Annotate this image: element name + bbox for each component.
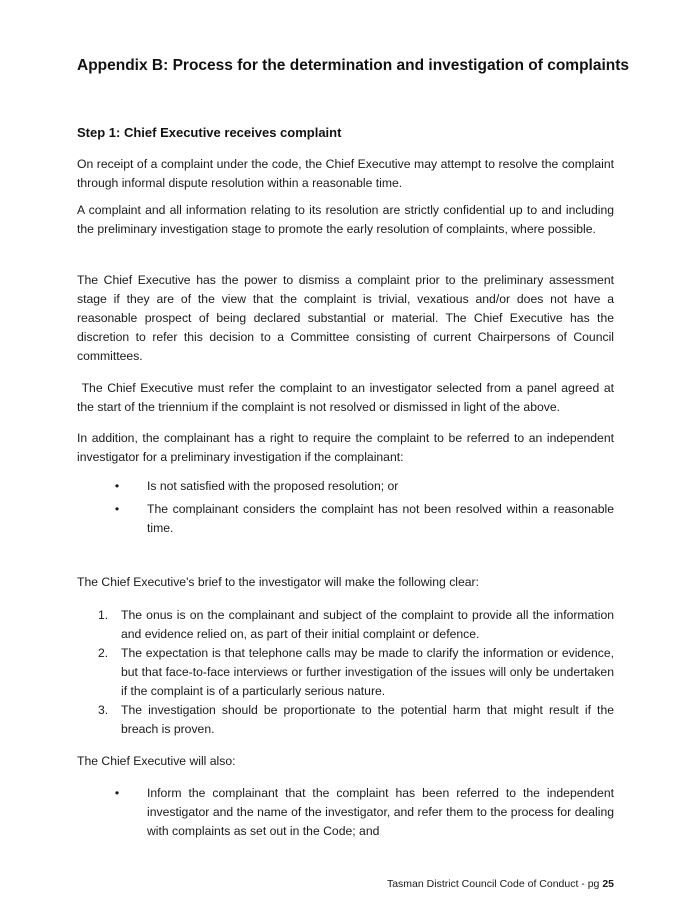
- list-item-text: Is not satisfied with the proposed resolution; or: [147, 479, 399, 493]
- paragraph-3: The Chief Executive has the power to dismiss a complaint prior to the preliminary assessment stage if they are of the view that the complaint is trivial, vexatious and/or does not have a reasonable prospect of being declared substantial or material. The Chief Executive has the discretion to refer this decision to a Committee consisting of current Chairpersons of Council committees.: [77, 273, 614, 363]
- bullet-icon: •: [114, 786, 120, 800]
- page-title: Appendix B: Process for the determination and investigation of complaints: [77, 57, 630, 74]
- paragraph-1: On receipt of a complaint under the code, the Chief Executive may attempt to resolve the complaint through informal dispute resolution within a reasonable time.: [77, 157, 614, 190]
- also-intro: The Chief Executive will also:: [77, 754, 236, 768]
- bullet-icon: •: [114, 479, 120, 493]
- numbered-item-text: The investigation should be proportionate to the potential harm that might result if the breach is proven.: [121, 703, 614, 736]
- numbered-item-text: The onus is on the complainant and subject of the complaint to provide all the information and evidence relied on, as part of their initial complaint or defence.: [121, 608, 614, 641]
- brief-intro: The Chief Executive's brief to the investigator will make the following clear:: [77, 575, 479, 589]
- paragraph-4: The Chief Executive must refer the complaint to an investigator selected from a panel agreed at the start of the triennium if the complaint is not resolved or dismissed in light of the above.: [77, 381, 618, 414]
- item-number: 3.: [98, 703, 109, 717]
- paragraph-5: In addition, the complainant has a right to require the complaint to be referred to an independent investigator for a preliminary investigation if the complainant:: [77, 431, 614, 464]
- page-footer: [387, 877, 614, 891]
- bullet-icon: •: [114, 502, 120, 516]
- item-number: 1.: [98, 608, 109, 622]
- list-item-text: Inform the complainant that the complaint has been referred to the independent investigator and the name of the investigator, and refer them to the process for dealing with complaints as set out in the Code; and: [147, 786, 614, 838]
- item-number: 2.: [98, 646, 109, 660]
- paragraph-2: A complaint and all information relating to its resolution are strictly confidential up to and including the preliminary investigation stage to promote the early resolution of complaints, where possible.: [77, 203, 614, 236]
- footer-text: Tasman District Council Code of Conduct - pg: [386, 878, 603, 890]
- numbered-item-text: The expectation is that telephone calls may be made to clarify the information or evidence, but that face-to-face interviews or further investigation of the issues will only be undertaken if the complaint is of a particularly serious nature.: [121, 646, 614, 698]
- list-item-text: The complainant considers the complaint has not been resolved within a reasonable time.: [147, 502, 614, 535]
- page-number: 25: [602, 878, 614, 890]
- step-heading: Step 1: Chief Executive receives complaint: [77, 125, 342, 140]
